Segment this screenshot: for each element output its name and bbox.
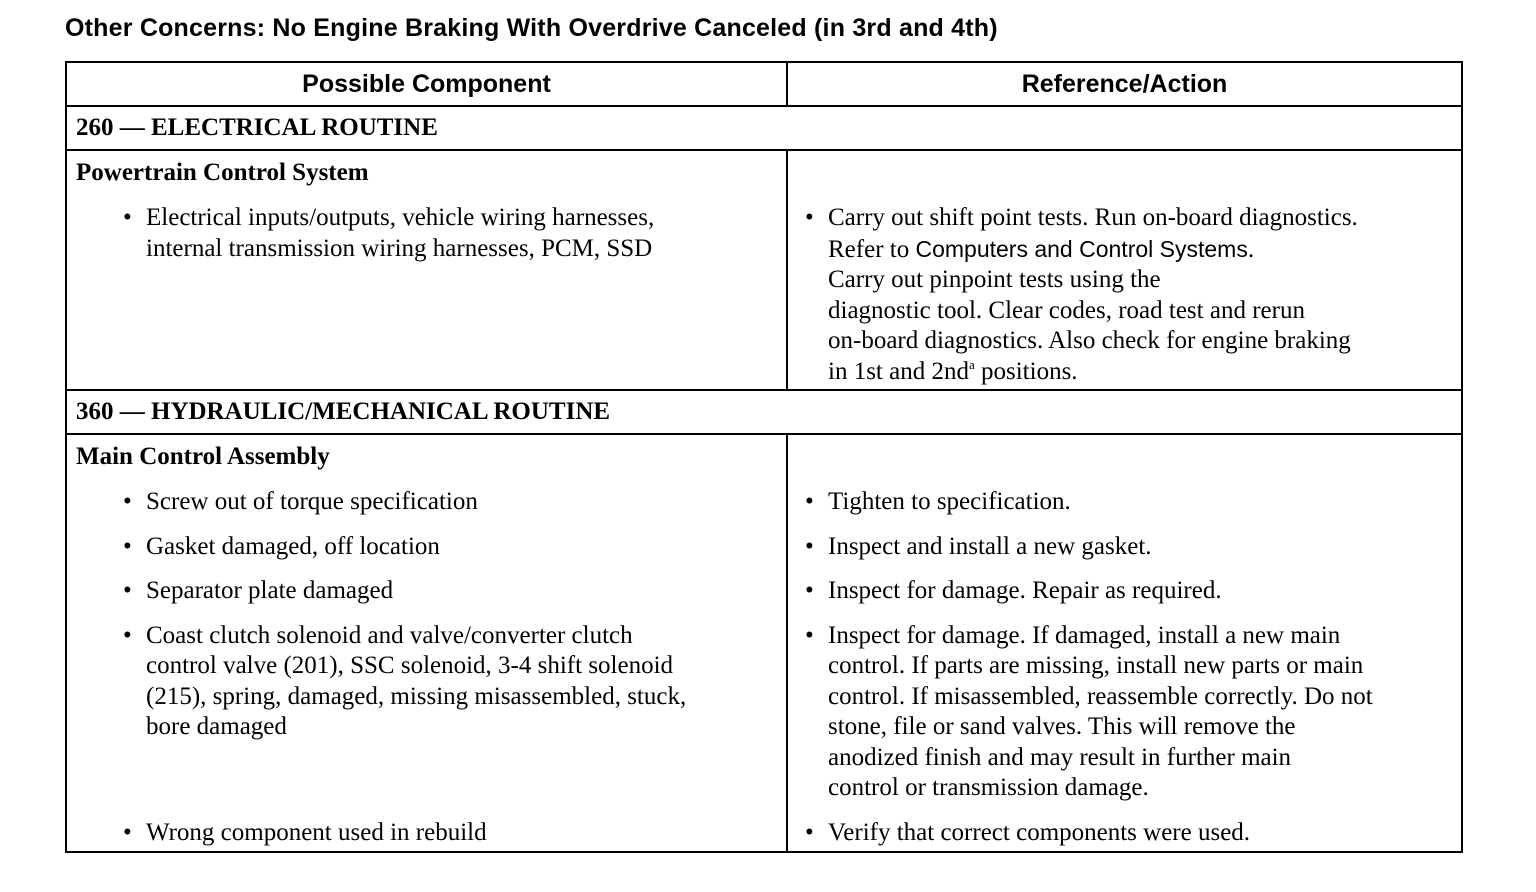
footnote-marker: a bbox=[968, 356, 975, 372]
list-item: • Inspect for damage. Repair as required. bbox=[788, 576, 1461, 607]
component-cell bbox=[66, 434, 787, 852]
list-item: • Coast clutch solenoid and valve/converter clutch control valve (201), SSC solenoid, 3-4 shift solenoid (215), spring, damaged, missing misassembled, stuck, bore damaged bbox=[67, 621, 786, 743]
component-cell bbox=[66, 150, 787, 390]
list-item: • Screw out of torque specification bbox=[67, 487, 786, 518]
page-title: Other Concerns: No Engine Braking With Overdrive Canceled (in 3rd and 4th) bbox=[65, 14, 998, 42]
list-item: • Carry out shift point tests. Run on-board diagnostics. Refer to Computers and Control Systems. Carry out pinpoint tests using the diagnostic tool. Clear codes, road test and rerun on-board diagnostics. Also check for engine braking in 1st and $2nd^a$ positions. bbox=[788, 203, 1461, 387]
column-header-action: Reference/Action bbox=[787, 62, 1462, 106]
reference-link[interactable]: Computers and Control Systems bbox=[915, 235, 1248, 262]
table-row bbox=[66, 150, 1462, 390]
section-row bbox=[66, 106, 1462, 150]
group-heading-main-control: Main Control Assembly bbox=[76, 443, 330, 470]
table-header-row bbox=[66, 62, 1462, 106]
list-item: • Inspect and install a new gasket. bbox=[788, 532, 1461, 563]
list-item: • Wrong component used in rebuild bbox=[67, 818, 786, 849]
table-row bbox=[66, 434, 1462, 852]
diagnostic-table bbox=[65, 61, 1463, 853]
list-item: • Electrical inputs/outputs, vehicle wiring harnesses, internal transmission wiring harnesses, PCM, SSD bbox=[67, 203, 786, 264]
list-item: • Tighten to specification. bbox=[788, 487, 1461, 518]
list-item: • Gasket damaged, off location bbox=[67, 532, 786, 563]
group-heading-powertrain: Powertrain Control System bbox=[76, 159, 369, 186]
section-heading-electrical: 260 — ELECTRICAL ROUTINE bbox=[66, 106, 1462, 150]
section-heading-hydraulic: 360 — HYDRAULIC/MECHANICAL ROUTINE bbox=[66, 390, 1462, 434]
list-item: • Inspect for damage. If damaged, install a new main control. If parts are missing, install new parts or main control. If misassembled, reassemble correctly. Do not stone, file or sand valves. This will remove the anodized finish and may result in further main control or transmission damage. bbox=[788, 621, 1461, 804]
list-item: • Verify that correct components were used. bbox=[788, 818, 1461, 849]
action-cell bbox=[787, 150, 1462, 390]
action-cell bbox=[787, 434, 1462, 852]
column-header-component: Possible Component bbox=[66, 62, 787, 106]
section-row bbox=[66, 390, 1462, 434]
list-item: • Separator plate damaged bbox=[67, 576, 786, 607]
